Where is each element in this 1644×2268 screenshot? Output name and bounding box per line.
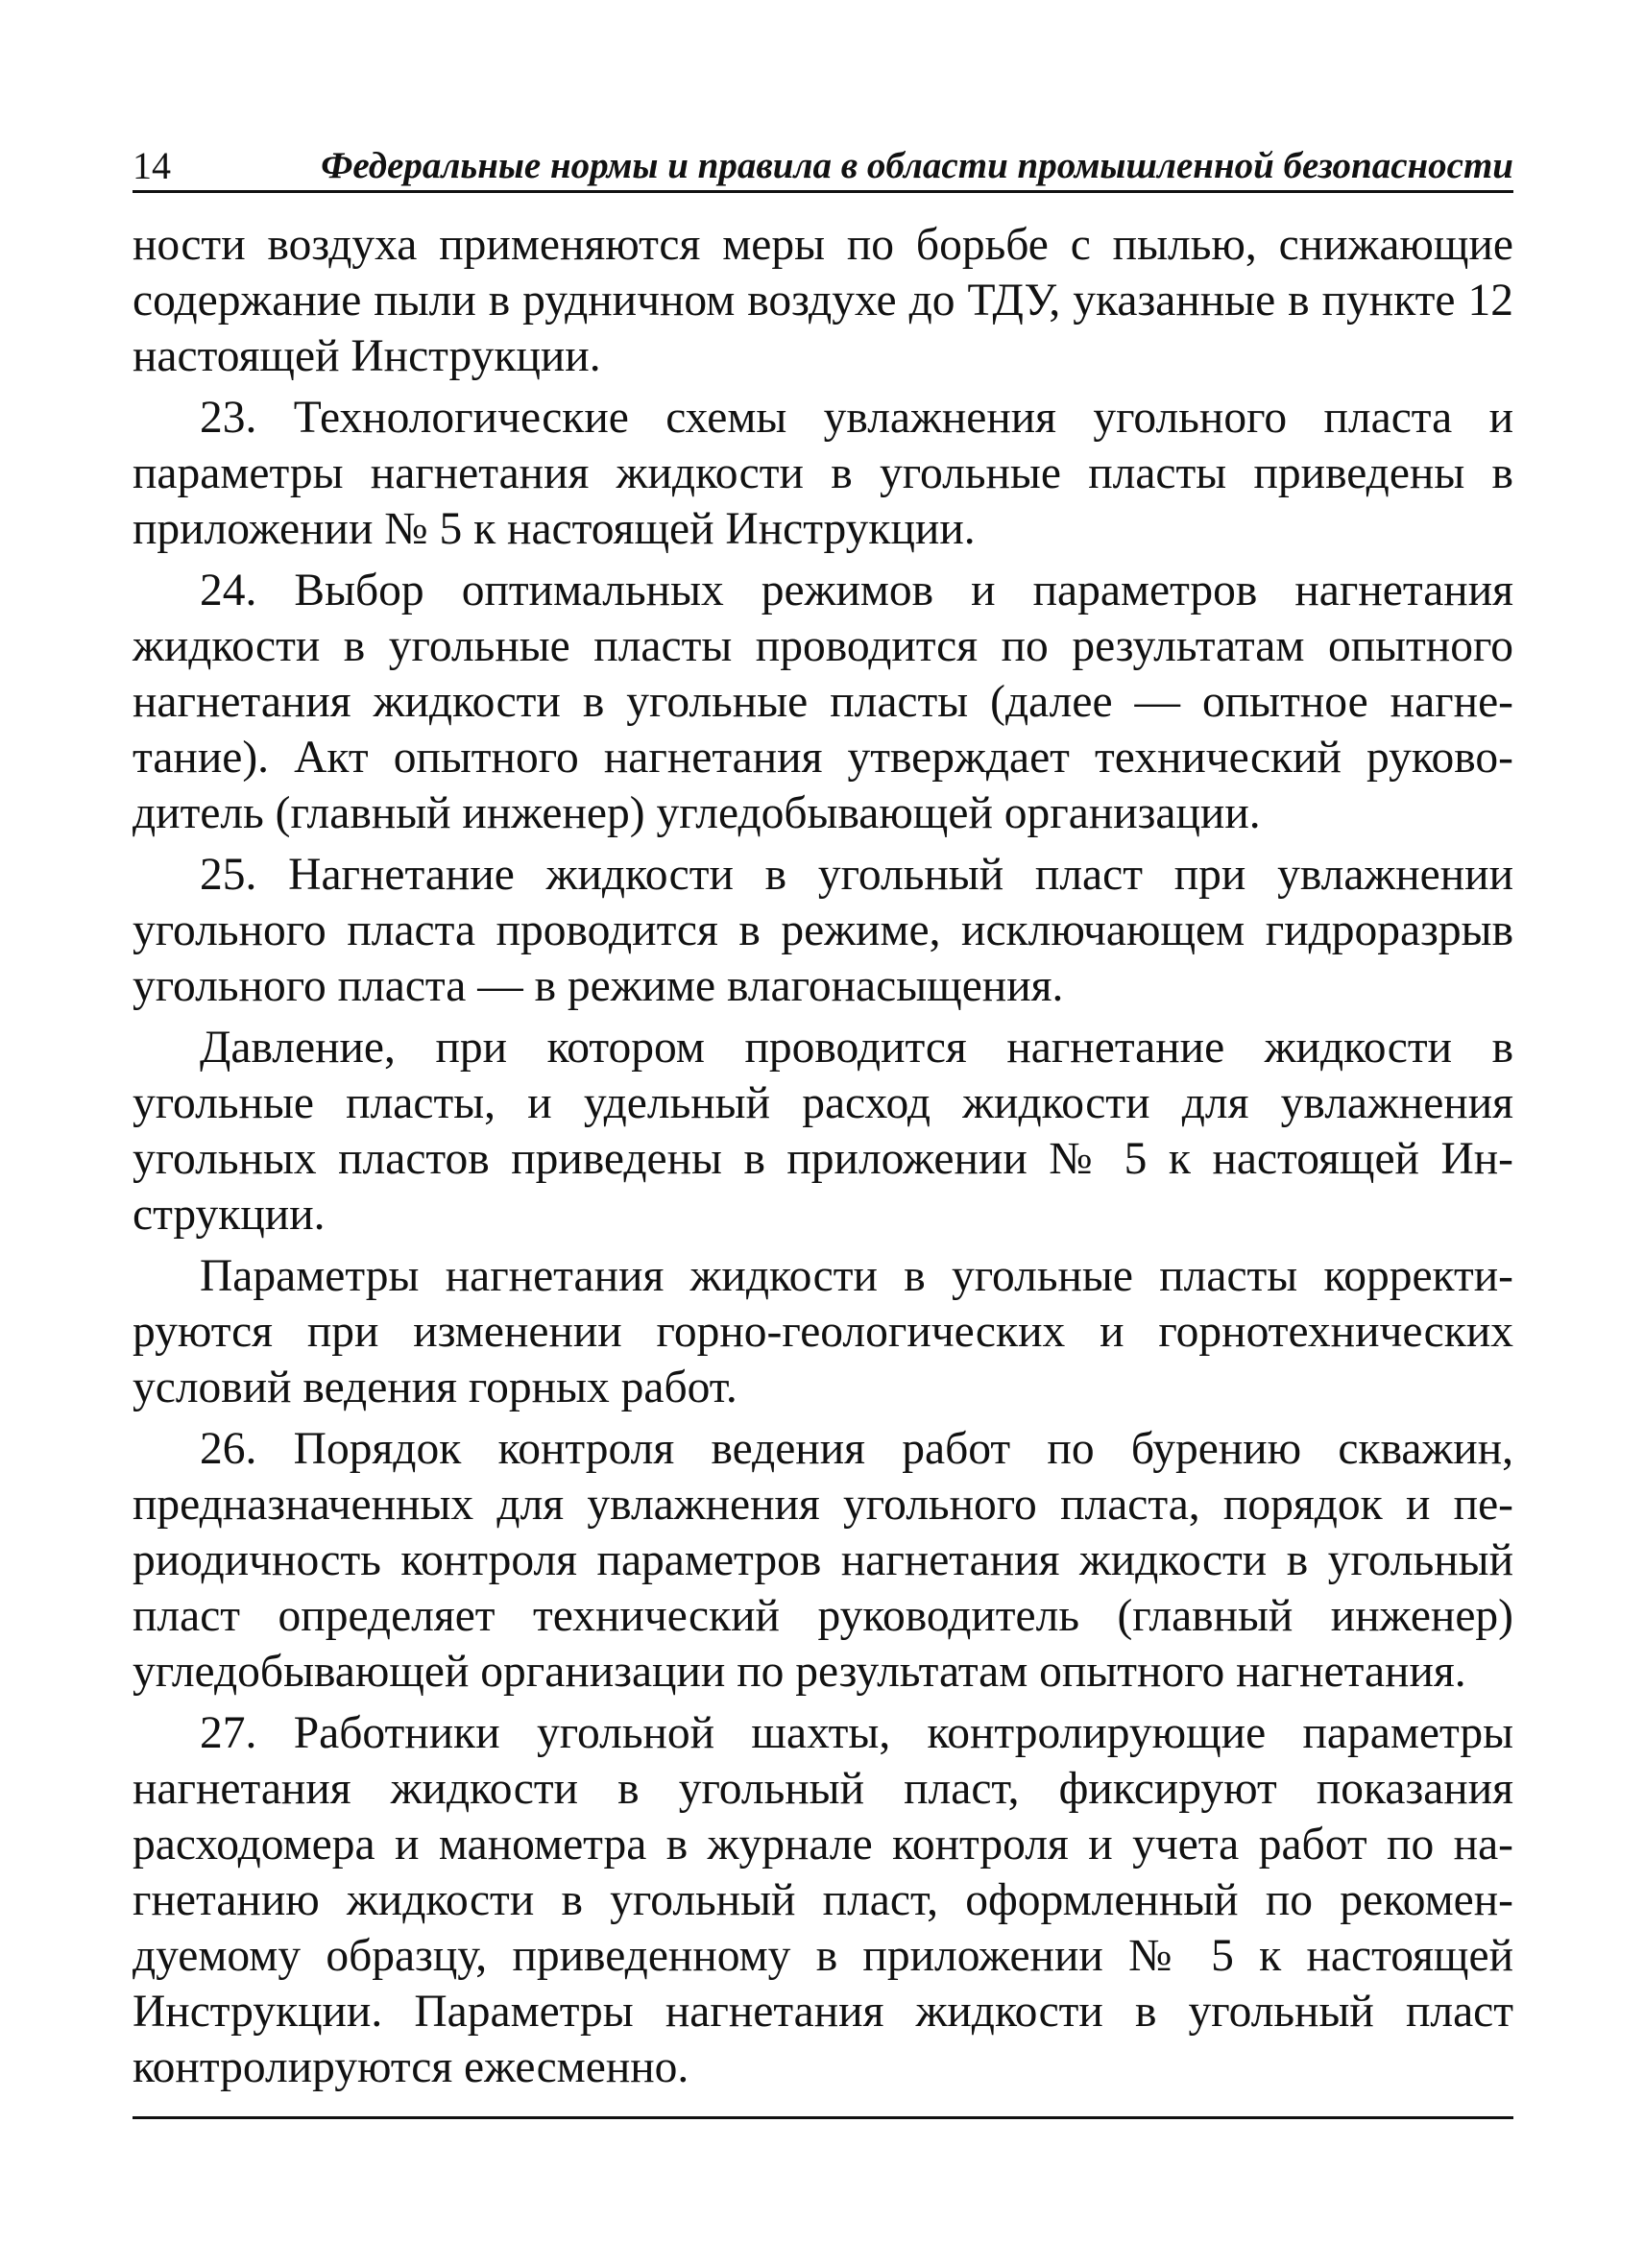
paragraph-pressure: Давление, при котором проводится нагнетание жидкости в угольные пласты, и удельный расход жидкости для увлажнения угольных пластов приведены в приложении № 5 к настоящей Инструкции. [133,1023,1513,1240]
paragraph-continued: ности воздуха применяются меры по борьбе с пылью, снижающие содержание пыли в рудничном воздухе до ТДУ, указанные в пункте 12 настоящей Инструкции. [133,220,1513,381]
paragraph-item-24: 24. Выбор оптимальных режимов и параметров нагнетания жидкости в угольные пласты проводится по результатам опытного нагнетания жидкости в угольные пласты (далее — опытное нагнетание). Акт опытного нагнетания утверждает технический руководитель (главный инженер) угледобывающей организации. [133,566,1513,838]
bottom-divider [133,2116,1513,2119]
paragraph-parameters: Параметры нагнетания жидкости в угольные пласты корректируются при изменении горно-геологических и горнотехнических условий ведения горных работ. [133,1251,1513,1412]
paragraph-item-25: 25. Нагнетание жидкости в угольный пласт при увлажнении угольного пласта проводится в режиме, исключающем гидроразрыв угольного пласта — в режиме влагонасыщения. [133,850,1513,1011]
paragraph-item-27: 27. Работники угольной шахты, контролирующие параметры нагнетания жидкости в угольный пласт, фиксируют показания расходомера и манометра в журнале контроля и учета работ по нагнетанию жидкости в угольный пласт, оформленный по рекомендуемому образцу, приведенному в приложении № 5 к настоящей Инструкции. Параметры нагнетания жидкости в угольный пласт контролируются ежесменно. [133,1708,1513,2092]
running-header [133,142,1513,193]
body-text [133,217,1513,2101]
page-number: 14 [133,144,171,187]
running-title: Федеральные нормы и правила в области промышленной безопасности [321,145,1513,186]
paragraph-item-23: 23. Технологические схемы увлажнения угольного пласта и параметры нагнетания жидкости в угольные пласты приведены в приложении № 5 к настоящей Инструкции. [133,393,1513,554]
paragraph-item-26: 26. Порядок контроля ведения работ по бурению скважин, предназначенных для увлажнения угольного пласта, порядок и периодичность контроля параметров нагнетания жидкости в угольный пласт определяет технический руководитель (главный инженер) угледобывающей организации по результатам опытного нагнетания. [133,1424,1513,1697]
